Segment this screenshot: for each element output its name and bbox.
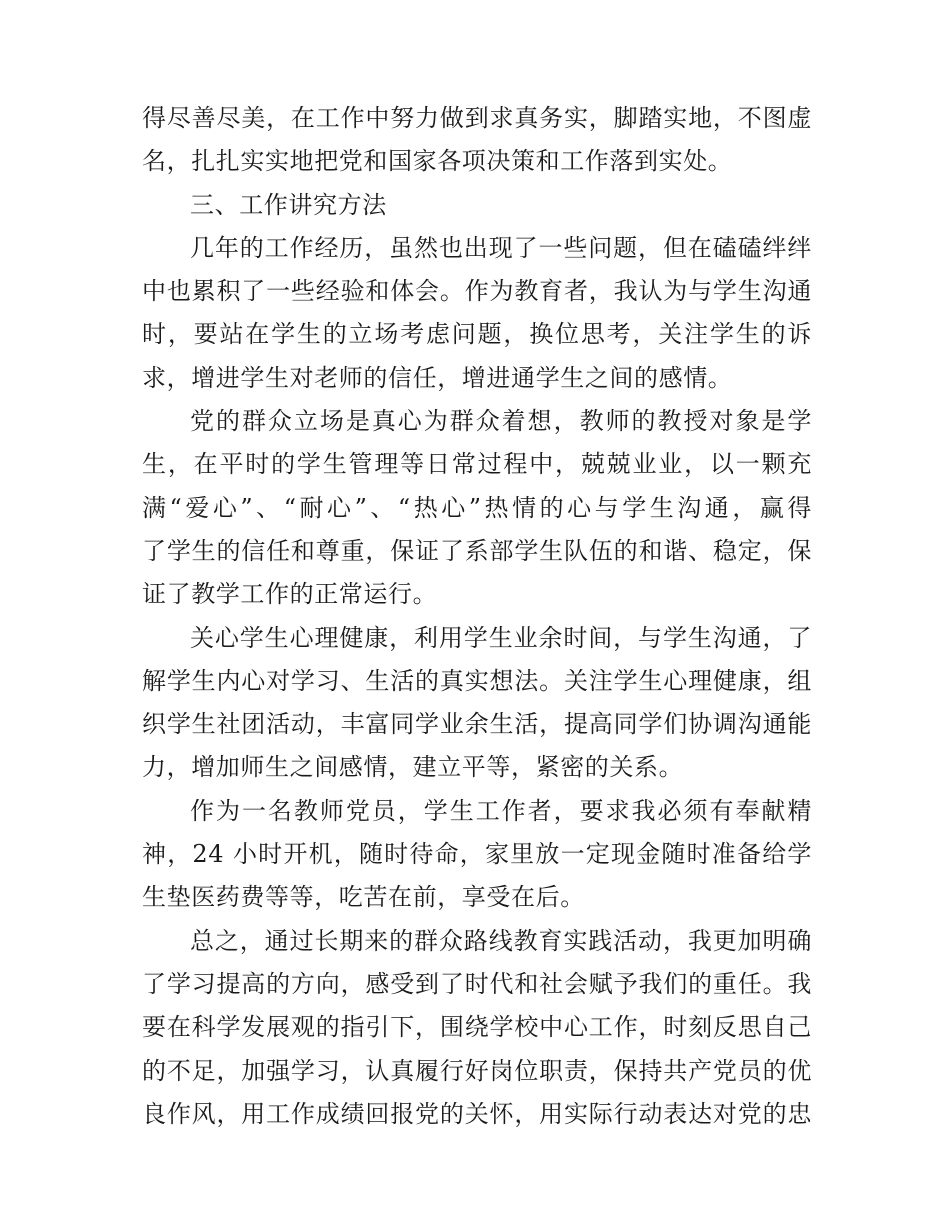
text-line: 中也累积了一些经验和体会。作为教育者，我认为与学生沟通 [142, 277, 812, 306]
text-line: 党的群众立场是真心为群众着想，教师的教授对象是学 [190, 407, 812, 436]
text-line: 织学生社团活动，丰富同学业余生活，提高同学们协调沟通能 [142, 710, 812, 739]
section-heading: 三、工作讲究方法 [190, 190, 387, 219]
text-line: 解学生内心对学习、生活的真实想法。关注学生心理健康，组 [142, 666, 812, 695]
text-line: 求，增进学生对老师的信任，增进通学生之间的感情。 [142, 363, 733, 392]
text-line: 证了教学工作的正常运行。 [142, 580, 438, 609]
text-line: 要在科学发展观的指引下，围绕学校中心工作，时刻反思自己 [142, 1013, 812, 1042]
text-line: 的不足，加强学习，认真履行好岗位职责，保持共产党员的优 [142, 1056, 812, 1085]
text-line: 名，扎扎实实地把党和国家各项决策和工作落到实处。 [142, 147, 733, 176]
text-line: 生垫医药费等等，吃苦在前，享受在后。 [142, 883, 585, 912]
text-line: 神，24 小时开机，随时待命，家里放一定现金随时准备给学 [142, 840, 812, 869]
text-line: 生，在平时的学生管理等日常过程中，兢兢业业，以一颗充 [142, 450, 812, 479]
text-line: 良作风，用工作成绩回报党的关怀，用实际行动表达对党的忠 [142, 1099, 812, 1128]
text-line: 了学生的信任和尊重，保证了系部学生队伍的和谐、稳定，保 [142, 536, 812, 565]
text-line: 关心学生心理健康，利用学生业余时间，与学生沟通，了 [190, 623, 812, 652]
text-line: 了学习提高的方向，感受到了时代和社会赋予我们的重任。我 [142, 969, 812, 998]
text-line: 几年的工作经历，虽然也出现了一些问题，但在磕磕绊绊 [190, 233, 812, 262]
text-line: 总之，通过长期来的群众路线教育实践活动，我更加明确 [190, 926, 812, 955]
text-line: 时，要站在学生的立场考虑问题，换位思考，关注学生的诉 [142, 320, 812, 349]
document-body [142, 97, 812, 1136]
text-line: 满“爱心”、“耐心”、“热心”热情的心与学生沟通，赢得 [142, 493, 812, 522]
text-line: 力，增加师生之间感情，建立平等，紧密的关系。 [142, 753, 684, 782]
text-line: 作为一名教师党员，学生工作者，要求我必须有奉献精 [190, 796, 812, 825]
text-line: 得尽善尽美，在工作中努力做到求真务实，脚踏实地，不图虚 [142, 104, 812, 132]
